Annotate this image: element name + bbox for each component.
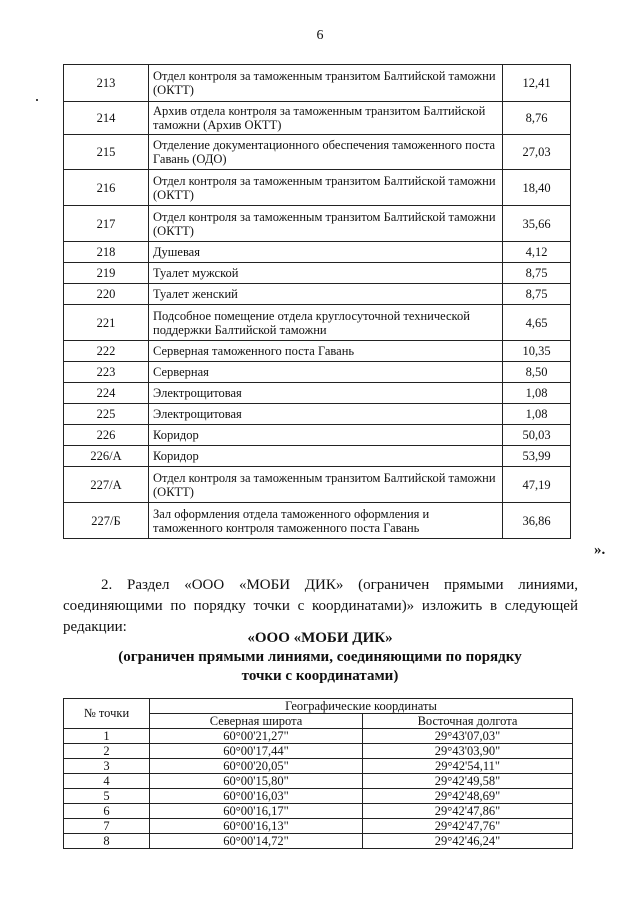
room-row — [64, 305, 571, 341]
page-number: 6 — [316, 28, 324, 43]
latitude-value: 60°00'15,80" — [150, 774, 363, 789]
coordinates-table — [63, 698, 573, 849]
room-area: 12,41 — [503, 65, 571, 102]
room-number: 227/Б — [64, 503, 149, 539]
point-number: 6 — [64, 804, 150, 819]
coordinate-row — [64, 774, 573, 789]
latitude-value: 60°00'17,44" — [150, 744, 363, 759]
point-number: 2 — [64, 744, 150, 759]
room-name: Туалет мужской — [149, 263, 503, 284]
room-area: 8,75 — [503, 263, 571, 284]
room-number: 226 — [64, 425, 149, 446]
header-longitude: Восточная долгота — [363, 714, 573, 729]
room-area: 36,86 — [503, 503, 571, 539]
room-row — [64, 404, 571, 425]
section-title: «ООО «МОБИ ДИК» — [247, 630, 393, 646]
room-number: 215 — [64, 135, 149, 170]
room-row — [64, 446, 571, 467]
coordinate-row — [64, 729, 573, 744]
room-number: 221 — [64, 305, 149, 341]
room-row — [64, 102, 571, 135]
point-number: 5 — [64, 789, 150, 804]
room-row — [64, 284, 571, 305]
room-area: 53,99 — [503, 446, 571, 467]
room-number: 219 — [64, 263, 149, 284]
section-subtitle: (ограничен прямыми линиями, соединяющими по порядку точки с координатами) — [118, 649, 522, 684]
room-name: Отдел контроля за таможенным транзитом Балтийской таможни (ОКТТ) — [149, 170, 503, 206]
room-number: 218 — [64, 242, 149, 263]
room-row — [64, 206, 571, 242]
point-number: 4 — [64, 774, 150, 789]
room-number: 214 — [64, 102, 149, 135]
room-number: 226/А — [64, 446, 149, 467]
room-area: 10,35 — [503, 341, 571, 362]
point-number: 1 — [64, 729, 150, 744]
room-name: Серверная таможенного поста Гавань — [149, 341, 503, 362]
room-area: 18,40 — [503, 170, 571, 206]
room-number: 224 — [64, 383, 149, 404]
longitude-value: 29°42'49,58" — [363, 774, 573, 789]
room-name: Электрощитовая — [149, 383, 503, 404]
room-row — [64, 383, 571, 404]
header-latitude: Северная широта — [150, 714, 363, 729]
latitude-value: 60°00'21,27" — [150, 729, 363, 744]
coordinate-row — [64, 744, 573, 759]
room-name: Туалет женский — [149, 284, 503, 305]
room-number: 227/А — [64, 467, 149, 503]
amendment-paragraph: 2. Раздел «ООО «МОБИ ДИК» (ограничен прямыми линиями, соединяющими по порядку точки с координатами)» изложить в следующей редакции: — [63, 577, 578, 635]
room-name: Отдел контроля за таможенным транзитом Балтийской таможни (ОКТТ) — [149, 206, 503, 242]
room-area: 8,75 — [503, 284, 571, 305]
latitude-value: 60°00'16,03" — [150, 789, 363, 804]
room-name: Отдел контроля за таможенным транзитом Балтийской таможни (ОКТТ) — [149, 467, 503, 503]
room-name: Коридор — [149, 446, 503, 467]
coordinate-row — [64, 789, 573, 804]
point-number: 7 — [64, 819, 150, 834]
room-area: 8,50 — [503, 362, 571, 383]
room-name: Душевая — [149, 242, 503, 263]
point-number: 3 — [64, 759, 150, 774]
room-area: 1,08 — [503, 404, 571, 425]
coordinate-row — [64, 819, 573, 834]
room-area: 27,03 — [503, 135, 571, 170]
header-geo-coordinates: Географические координаты — [150, 699, 573, 714]
room-number: 220 — [64, 284, 149, 305]
latitude-value: 60°00'16,17" — [150, 804, 363, 819]
room-name: Отделение документационного обеспечения таможенного поста Гавань (ОДО) — [149, 135, 503, 170]
room-area: 47,19 — [503, 467, 571, 503]
coordinate-row — [64, 834, 573, 849]
room-name: Подсобное помещение отдела круглосуточной технической поддержки Балтийской таможни — [149, 305, 503, 341]
longitude-value: 29°42'47,76" — [363, 819, 573, 834]
room-name: Архив отдела контроля за таможенным транзитом Балтийской таможни (Архив ОКТТ) — [149, 102, 503, 135]
scan-speck — [36, 99, 38, 101]
room-number: 216 — [64, 170, 149, 206]
room-number: 223 — [64, 362, 149, 383]
room-area: 1,08 — [503, 383, 571, 404]
room-row — [64, 135, 571, 170]
rooms-table — [63, 64, 571, 539]
room-number: 217 — [64, 206, 149, 242]
room-area: 4,12 — [503, 242, 571, 263]
room-row — [64, 65, 571, 102]
longitude-value: 29°43'03,90" — [363, 744, 573, 759]
longitude-value: 29°42'46,24" — [363, 834, 573, 849]
room-row — [64, 170, 571, 206]
room-name: Электрощитовая — [149, 404, 503, 425]
closing-quote: ». — [594, 542, 606, 558]
room-area: 50,03 — [503, 425, 571, 446]
coordinate-row — [64, 804, 573, 819]
room-area: 35,66 — [503, 206, 571, 242]
room-row — [64, 425, 571, 446]
room-area: 8,76 — [503, 102, 571, 135]
room-name: Коридор — [149, 425, 503, 446]
room-number: 225 — [64, 404, 149, 425]
longitude-value: 29°42'48,69" — [363, 789, 573, 804]
longitude-value: 29°42'54,11" — [363, 759, 573, 774]
room-number: 222 — [64, 341, 149, 362]
header-point-number: № точки — [64, 699, 150, 729]
latitude-value: 60°00'14,72" — [150, 834, 363, 849]
room-row — [64, 362, 571, 383]
room-row — [64, 341, 571, 362]
room-row — [64, 242, 571, 263]
point-number: 8 — [64, 834, 150, 849]
longitude-value: 29°42'47,86" — [363, 804, 573, 819]
latitude-value: 60°00'20,05" — [150, 759, 363, 774]
room-area: 4,65 — [503, 305, 571, 341]
room-row — [64, 467, 571, 503]
latitude-value: 60°00'16,13" — [150, 819, 363, 834]
coordinate-row — [64, 759, 573, 774]
room-row — [64, 263, 571, 284]
room-name: Серверная — [149, 362, 503, 383]
room-name: Отдел контроля за таможенным транзитом Балтийской таможни (ОКТТ) — [149, 65, 503, 102]
longitude-value: 29°43'07,03" — [363, 729, 573, 744]
room-name: Зал оформления отдела таможенного оформления и таможенного контроля таможенного поста Гавань — [149, 503, 503, 539]
room-number: 213 — [64, 65, 149, 102]
room-row — [64, 503, 571, 539]
